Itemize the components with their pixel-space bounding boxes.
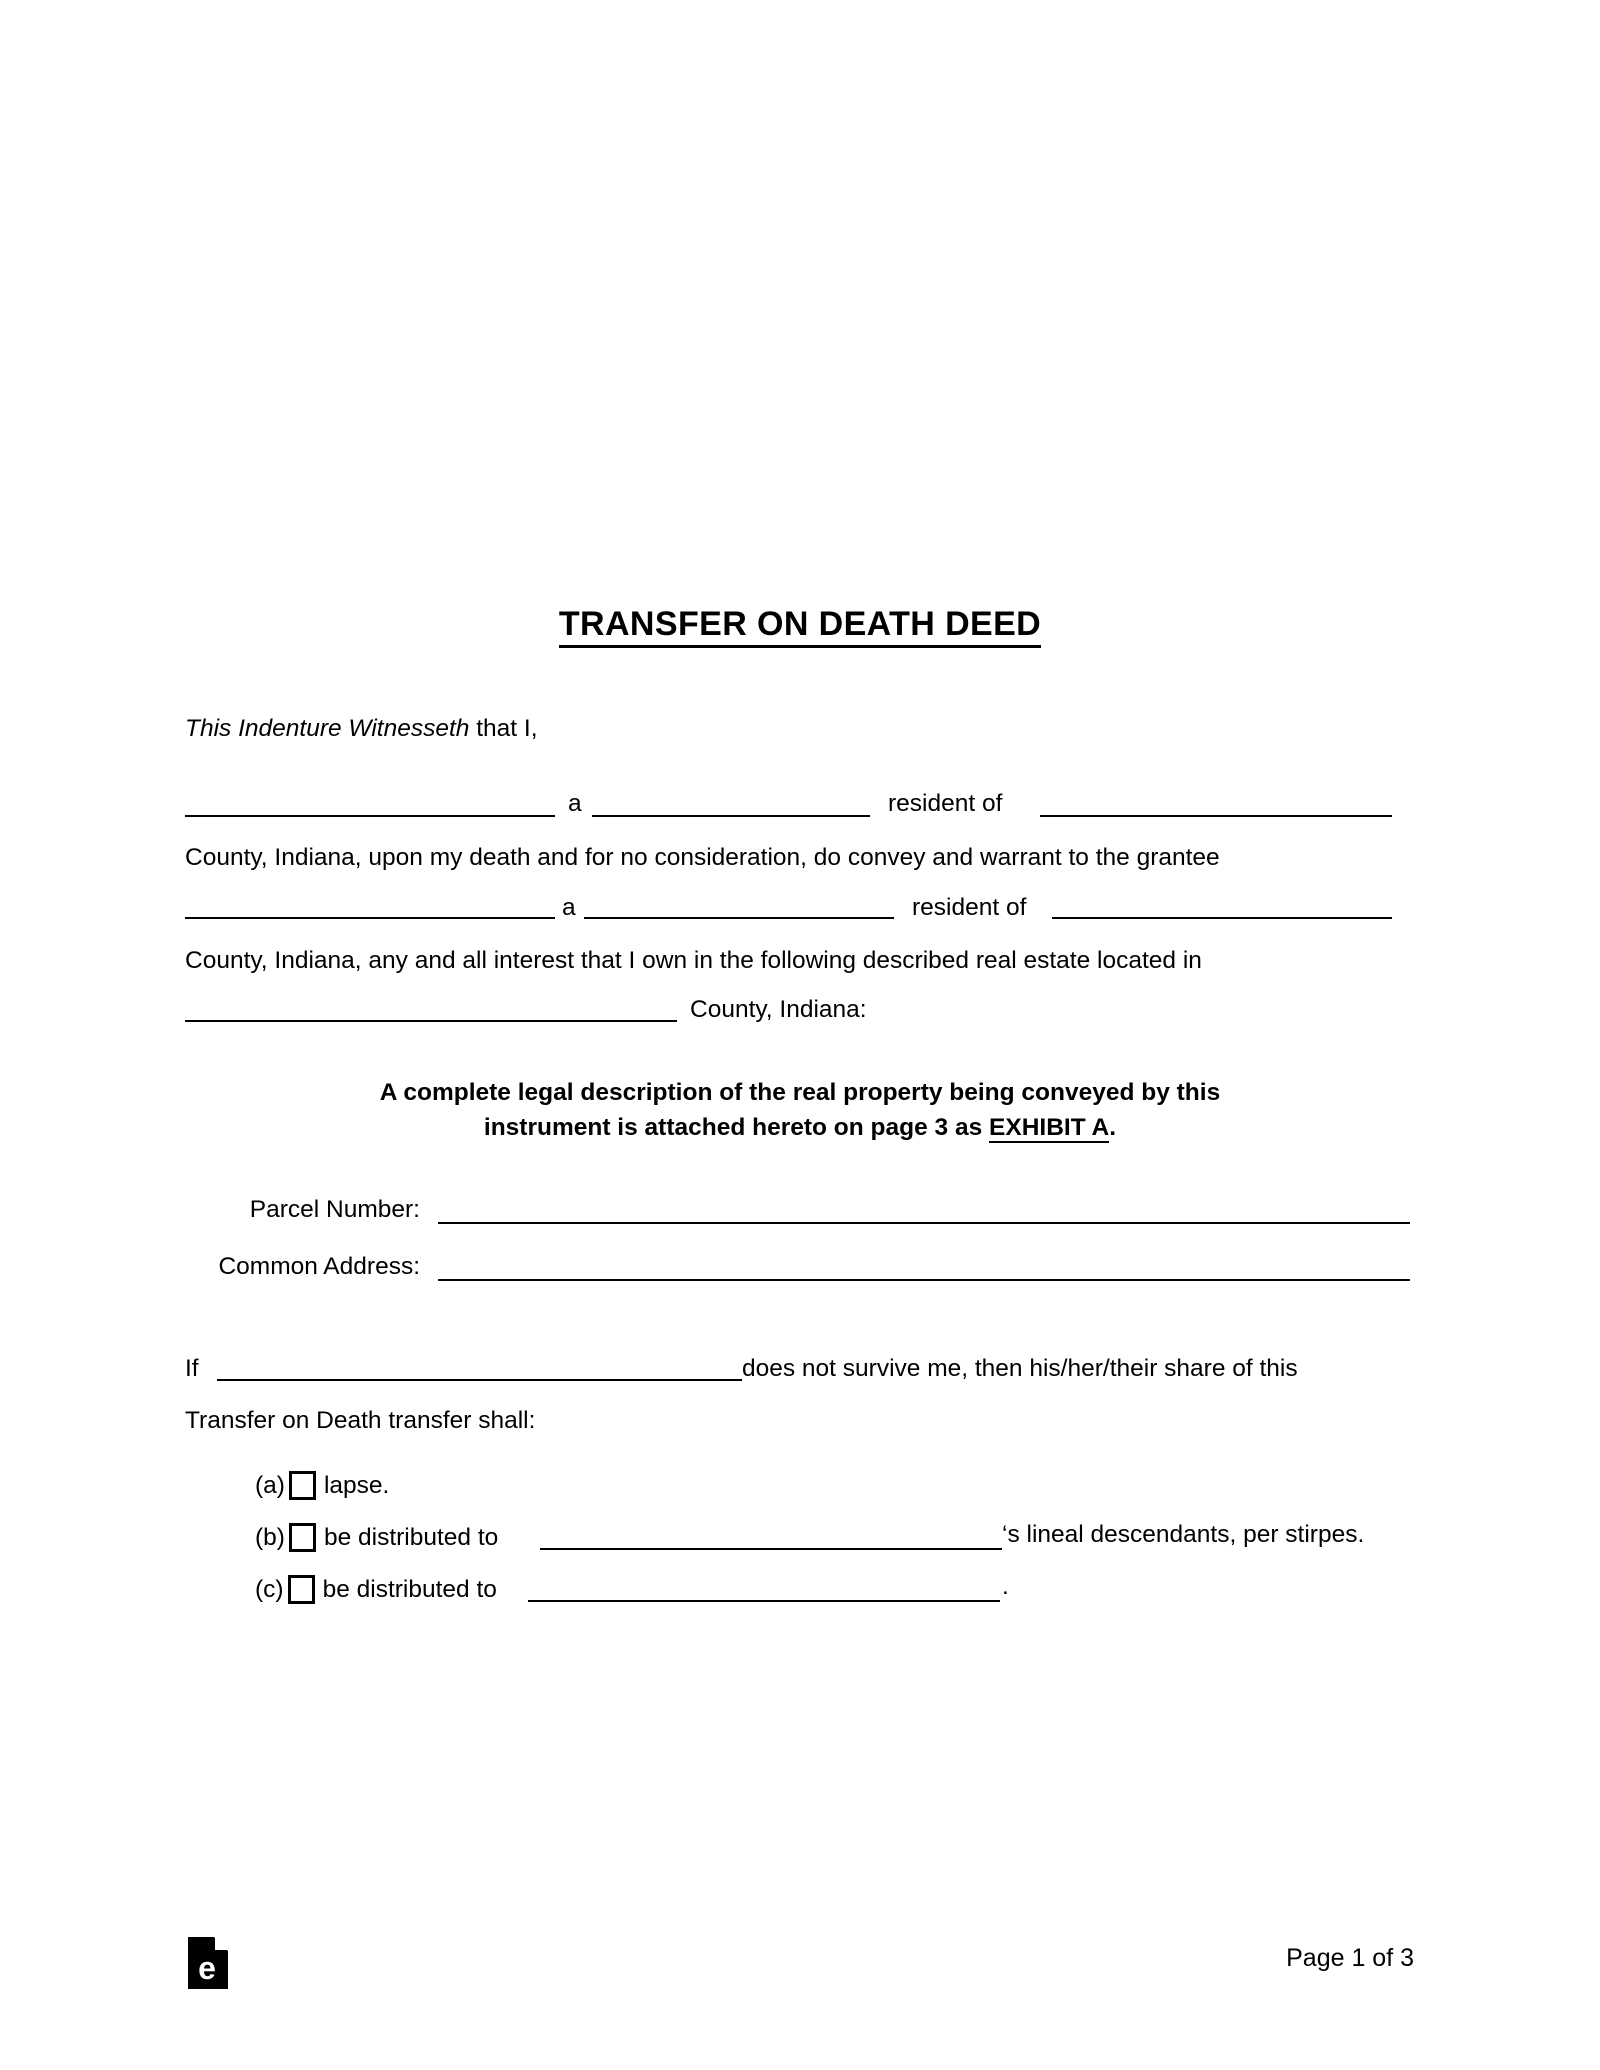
grantee-name-blank[interactable]: [185, 917, 555, 919]
option-a-checkbox[interactable]: [289, 1471, 316, 1500]
page-title: [0, 605, 1600, 644]
survivorship-after-blank: does not survive me, then his/her/their share of this: [742, 1355, 1298, 1382]
intro-italic-lead: This Indenture Witnesseth: [185, 715, 470, 742]
parcel-number-label: Parcel Number:: [249, 1196, 420, 1223]
option-c-marker: (c): [255, 1575, 284, 1603]
grantee-status-blank[interactable]: [584, 917, 894, 919]
option-a-marker: (a): [255, 1471, 285, 1499]
option-c-suffix: .: [1002, 1573, 1009, 1600]
parcel-number-input[interactable]: [438, 1222, 1410, 1224]
eforms-logo: [188, 1937, 228, 1989]
survivorship-beneficiary-blank[interactable]: [217, 1379, 742, 1381]
exhibit-line-2-post: .: [1109, 1114, 1117, 1141]
exhibit-a-reference: EXHIBIT A: [989, 1114, 1110, 1141]
common-address-input[interactable]: [438, 1279, 1410, 1281]
survivorship-if-word: If: [185, 1355, 199, 1382]
grantee-county-blank[interactable]: [1052, 917, 1392, 919]
option-c-checkbox[interactable]: [288, 1575, 315, 1604]
option-c-beneficiary-blank[interactable]: [528, 1600, 1000, 1602]
svg-text:e: e: [198, 1950, 216, 1986]
option-a-label: lapse.: [323, 1471, 390, 1499]
option-c-row[interactable]: [255, 1575, 497, 1604]
option-a-row[interactable]: [255, 1471, 389, 1500]
option-b-beneficiary-blank[interactable]: [540, 1548, 1002, 1550]
option-b-marker: (b): [255, 1523, 285, 1551]
grantor-resident-of-label: resident of: [888, 790, 1003, 817]
option-b-checkbox[interactable]: [289, 1523, 316, 1552]
grantee-connector-a: a: [562, 894, 576, 921]
survivorship-second-line: Transfer on Death transfer shall:: [185, 1407, 536, 1434]
clause-county: County, Indiana:: [690, 996, 867, 1023]
grantee-resident-of-label: resident of: [912, 894, 1027, 921]
page-title-text: TRANSFER ON DEATH DEED: [559, 605, 1041, 648]
grantor-status-blank[interactable]: [592, 815, 870, 817]
option-b-suffix: ‘s lineal descendants, per stirpes.: [1002, 1521, 1365, 1548]
intro-lead-rest: that I,: [469, 715, 538, 742]
page-number: Page 1 of 3: [1286, 1944, 1414, 1972]
common-address-label: Common Address:: [218, 1253, 420, 1280]
option-c-label: be distributed to: [322, 1575, 497, 1603]
exhibit-line-1: A complete legal description of the real property being conveyed by this: [379, 1079, 1221, 1106]
option-b-label: be distributed to: [323, 1523, 499, 1551]
grantor-name-blank[interactable]: [185, 815, 555, 817]
intro-line: [185, 717, 538, 742]
clause-grantee: County, Indiana, upon my death and for no consideration, do convey and warrant to the grantee: [185, 844, 1220, 871]
clause-interest: County, Indiana, any and all interest that I own in the following described real estate located in: [185, 947, 1202, 974]
exhibit-notice: [0, 1075, 1600, 1145]
exhibit-line-2: [0, 1110, 1600, 1145]
grantor-county-blank[interactable]: [1040, 815, 1392, 817]
exhibit-line-2-pre: instrument is attached hereto on page 3 as: [483, 1114, 990, 1141]
option-b-row[interactable]: [255, 1523, 498, 1552]
property-county-blank[interactable]: [185, 1020, 677, 1022]
grantor-connector-a: a: [568, 790, 582, 817]
